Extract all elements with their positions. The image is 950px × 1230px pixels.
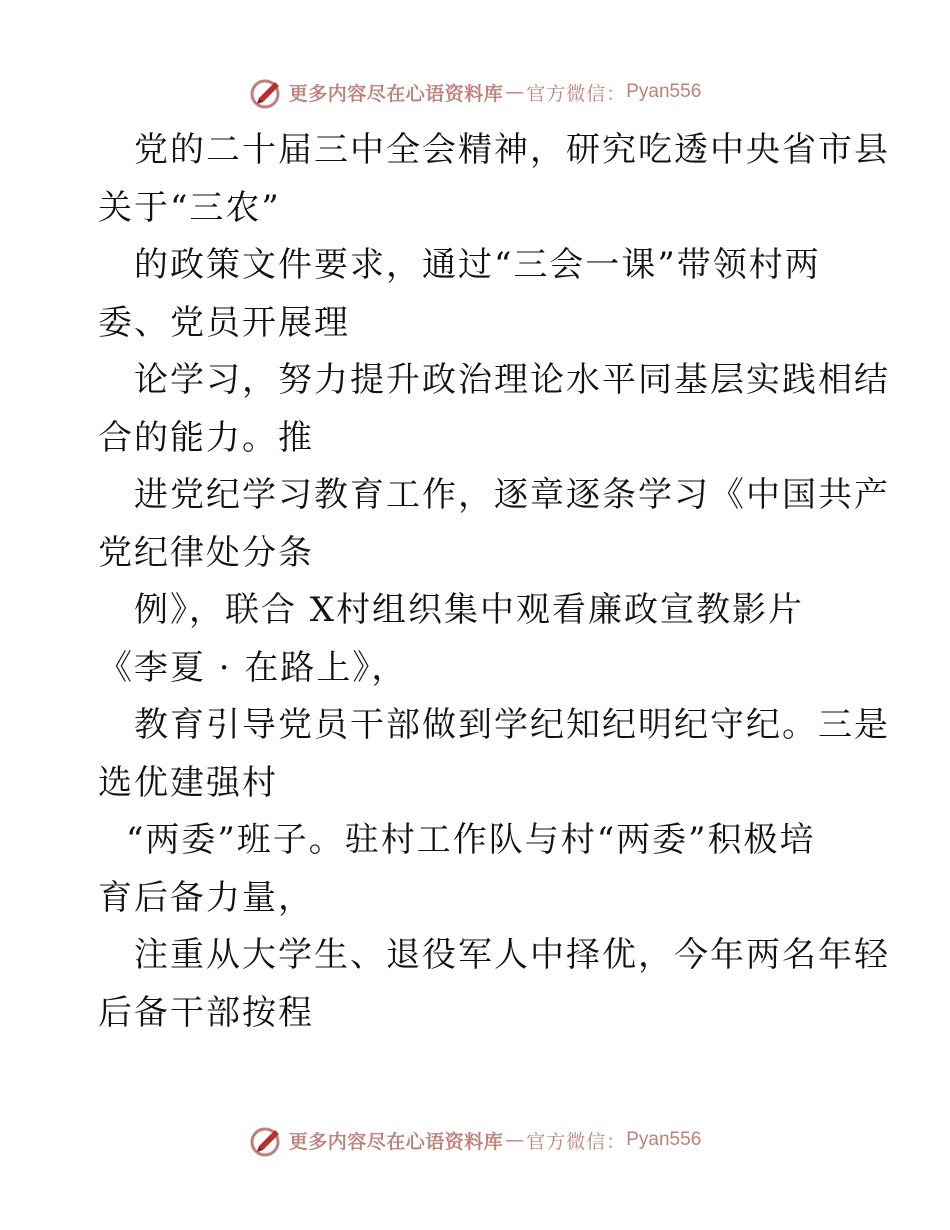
pen-logo-icon [249, 1122, 285, 1158]
body-line: 选优建强村 [98, 762, 278, 803]
body-line: 教育引导党员干部做到学纪知纪明纪守纪。三是 [134, 705, 890, 745]
body-line: 党的二十届三中全会精神，研究吃透中央省市县 [134, 130, 890, 170]
document-body [98, 122, 890, 1042]
body-line: 后备干部按程 [98, 992, 314, 1033]
watermark-brand: 更多内容尽在心语资料库 [288, 82, 504, 105]
watermark-wechat-id: Pyan556 [626, 81, 702, 102]
pen-logo-icon [249, 74, 285, 110]
watermark-dash: — [505, 1129, 525, 1151]
watermark-sub-label: 官方微信： [526, 82, 627, 105]
watermark-sub-label: 官方微信： [526, 1130, 627, 1153]
body-line: 《李夏 · 在路上》， [98, 647, 408, 688]
body-line: 论学习，努力提升政治理论水平同基层实践相结 [134, 360, 890, 400]
watermark-brand: 更多内容尽在心语资料库 [288, 1130, 504, 1153]
body-line: 合的能力。推 [98, 417, 314, 458]
body-line: 委、党员开展理 [98, 302, 350, 343]
watermark-wechat-id: Pyan556 [626, 1129, 702, 1150]
body-line: 进党纪学习教育工作，逐章逐条学习《中国共产 [134, 475, 890, 515]
body-line: 党纪律处分条 [98, 532, 314, 573]
body-line: 的政策文件要求，通过“三会一课”带领村两 [134, 245, 821, 285]
header-watermark [0, 72, 950, 112]
body-line: 例》，联合 X村组织集中观看廉政宣教影片 [134, 590, 805, 630]
body-line: 育后备力量， [98, 877, 314, 918]
footer-watermark [0, 1120, 950, 1160]
watermark-dash: — [505, 81, 525, 103]
body-line: “两委”班子。驻村工作队与村“两委”积极培 [126, 820, 816, 860]
body-line: 注重从大学生、退役军人中择优，今年两名年轻 [134, 935, 890, 975]
body-line: 关于“三农” [98, 187, 281, 228]
